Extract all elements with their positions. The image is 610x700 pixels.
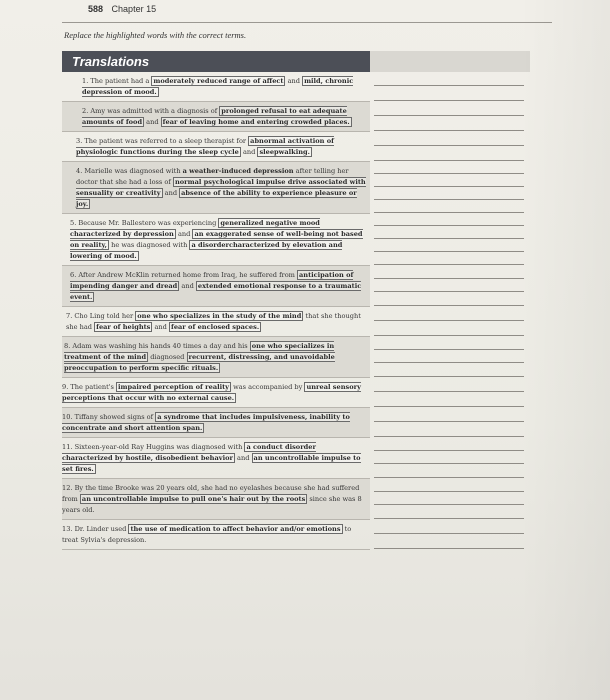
instructions: Replace the highlighted words with the correct terms. <box>64 30 247 40</box>
answer-line[interactable] <box>374 251 524 252</box>
answer-line[interactable] <box>374 504 524 505</box>
highlighted-term: mild, chronic depression of mood. <box>82 77 354 96</box>
answer-line[interactable] <box>374 130 524 131</box>
translation-item: 10. Tiffany showed signs of a syndrome that includes impulsiveness, inability to concentrate and short attention span. <box>62 408 370 438</box>
highlighted-term: normal psychological impulse drive associated with sensuality or creativity <box>76 178 366 197</box>
translation-item: 11. Sixteen-year-old Ray Huggins was diagnosed with a conduct disorder characterized by hostile, disobedient behavior and an uncontrollable impulse to set fires. <box>62 438 370 479</box>
panel-title: Translations <box>62 51 370 72</box>
answer-line[interactable] <box>374 278 524 279</box>
highlighted-term: an uncontrollable impulse to pull one's hair out by the roots <box>81 495 306 503</box>
highlighted-term: fear of leaving home and entering crowded places. <box>162 118 350 126</box>
answer-line[interactable] <box>374 362 524 363</box>
highlighted-term: sleepwalking. <box>259 148 310 156</box>
answer-line[interactable] <box>374 463 524 464</box>
translation-items <box>62 72 370 550</box>
highlighted-term: anticipation of impending danger and dread <box>70 271 354 290</box>
highlighted-term: absence of the ability to experience pleasure or joy. <box>76 189 357 208</box>
panel-title-band <box>370 51 530 72</box>
highlighted-term: one who specializes in the study of the mind <box>137 312 302 320</box>
highlighted-term: moderately reduced range of affect <box>153 77 284 85</box>
answer-line[interactable] <box>374 376 524 377</box>
answer-line[interactable] <box>374 477 524 478</box>
answer-line[interactable] <box>374 421 524 422</box>
translation-item: 9. The patient's impaired perception of reality was accompanied by unreal sensory perceptions that occur with no external cause. <box>62 378 370 408</box>
highlighted-term: an uncontrollable impulse to set fires. <box>62 454 361 473</box>
chapter-label: Chapter 15 <box>111 4 157 14</box>
answer-line[interactable] <box>374 199 524 200</box>
answer-line[interactable] <box>374 212 524 213</box>
highlighted-term: abnormal activation of physiologic functions during the sleep cycle <box>76 137 334 156</box>
answer-line[interactable] <box>374 491 524 492</box>
highlighted-term: unreal sensory perceptions that occur with no external cause. <box>62 383 361 402</box>
answer-line[interactable] <box>374 173 524 174</box>
answer-line[interactable] <box>374 391 524 392</box>
translation-item: 8. Adam was washing his hands 40 times a day and his one who specializes in treatment of the mind diagnosed recurrent, distressing, and unavoidable preoccupation to perform specific rituals. <box>62 337 370 378</box>
highlighted-term: a disordercharacterized by elevation and lowering of mood. <box>70 241 343 260</box>
answer-line[interactable] <box>374 115 524 116</box>
translation-item: 12. By the time Brooke was 20 years old, she had no eyelashes because she had suffered from an uncontrollable impulse to pull one's hair out by the roots since she was 8 years old. <box>62 479 370 520</box>
highlighted-term: extended emotional response to a traumatic event. <box>70 282 362 301</box>
answer-line[interactable] <box>374 533 524 534</box>
highlighted-term: generalized negative mood characterized by depression <box>70 219 320 238</box>
translation-item: 4. Marielle was diagnosed with a weather-induced depression after telling her doctor that she had a loss of normal psychological impulse drive associated with sensuality or creativity and absence of the ability to experience pleasure or joy. <box>62 162 370 214</box>
answer-line[interactable] <box>374 518 524 519</box>
highlighted-term: fear of heights <box>96 323 151 331</box>
translation-item: 5. Because Mr. Ballestero was experiencing generalized negative mood characterized by depression and an exaggerated sense of well-being not based on reality, he was diagnosed with a disordercharacterized by elevation and lowering of mood. <box>62 214 370 266</box>
highlighted-term: a conduct disorder characterized by hostile, disobedient behavior <box>62 443 316 462</box>
answer-line[interactable] <box>374 335 524 336</box>
answer-line[interactable] <box>374 406 524 407</box>
translation-item: 3. The patient was referred to a sleep therapist for abnormal activation of physiologic functions during the sleep cycle and sleepwalking. <box>62 132 370 162</box>
page-shadow <box>520 0 610 700</box>
header-rule <box>62 22 552 23</box>
highlighted-term: fear of enclosed spaces. <box>170 323 260 331</box>
answer-line[interactable] <box>374 264 524 265</box>
answer-line[interactable] <box>374 450 524 451</box>
highlighted-term: one who specializes in treatment of the mind <box>64 342 335 361</box>
answer-line[interactable] <box>374 225 524 226</box>
translation-item: 6. After Andrew McKlin returned home from Iraq, he suffered from anticipation of impending danger and dread and extended emotional response to a traumatic event. <box>62 266 370 307</box>
answer-line[interactable] <box>374 436 524 437</box>
answer-line[interactable] <box>374 291 524 292</box>
translation-item: 13. Dr. Linder used the use of medication to affect behavior and/or emotions to treat Sylvia's depression. <box>62 520 370 550</box>
answer-line[interactable] <box>374 548 524 549</box>
translation-item: 2. Amy was admitted with a diagnosis of prolonged refusal to eat adequate amounts of food and fear of leaving home and entering crowded places. <box>62 102 370 132</box>
running-head <box>88 4 156 14</box>
highlighted-term: prolonged refusal to eat adequate amounts of food <box>82 107 347 126</box>
answer-line[interactable] <box>374 186 524 187</box>
highlighted-term: an exaggerated sense of well-being not based on reality, <box>70 230 363 249</box>
answer-line[interactable] <box>374 160 524 161</box>
answer-line[interactable] <box>374 145 524 146</box>
answer-line[interactable] <box>374 238 524 239</box>
answer-line[interactable] <box>374 100 524 101</box>
highlighted-term: the use of medication to affect behavior and/or emotions <box>130 525 341 533</box>
highlighted-term: impaired perception of reality <box>118 383 229 391</box>
translation-item: 1. The patient had a moderately reduced range of affect and mild, chronic depression of mood. <box>62 72 370 102</box>
answer-line[interactable] <box>374 85 524 86</box>
translation-item: 7. Cho Ling told her one who specializes in the study of the mind that she thought she had fear of heights and fear of enclosed spaces. <box>62 307 370 337</box>
answer-line[interactable] <box>374 305 524 306</box>
answer-line[interactable] <box>374 349 524 350</box>
page-number: 588 <box>88 4 104 14</box>
highlighted-term: a syndrome that includes impulsiveness, inability to concentrate and short attention span. <box>62 413 350 432</box>
highlighted-term: recurrent, distressing, and unavoidable preoccupation to perform specific rituals. <box>64 353 335 372</box>
answer-line[interactable] <box>374 320 524 321</box>
